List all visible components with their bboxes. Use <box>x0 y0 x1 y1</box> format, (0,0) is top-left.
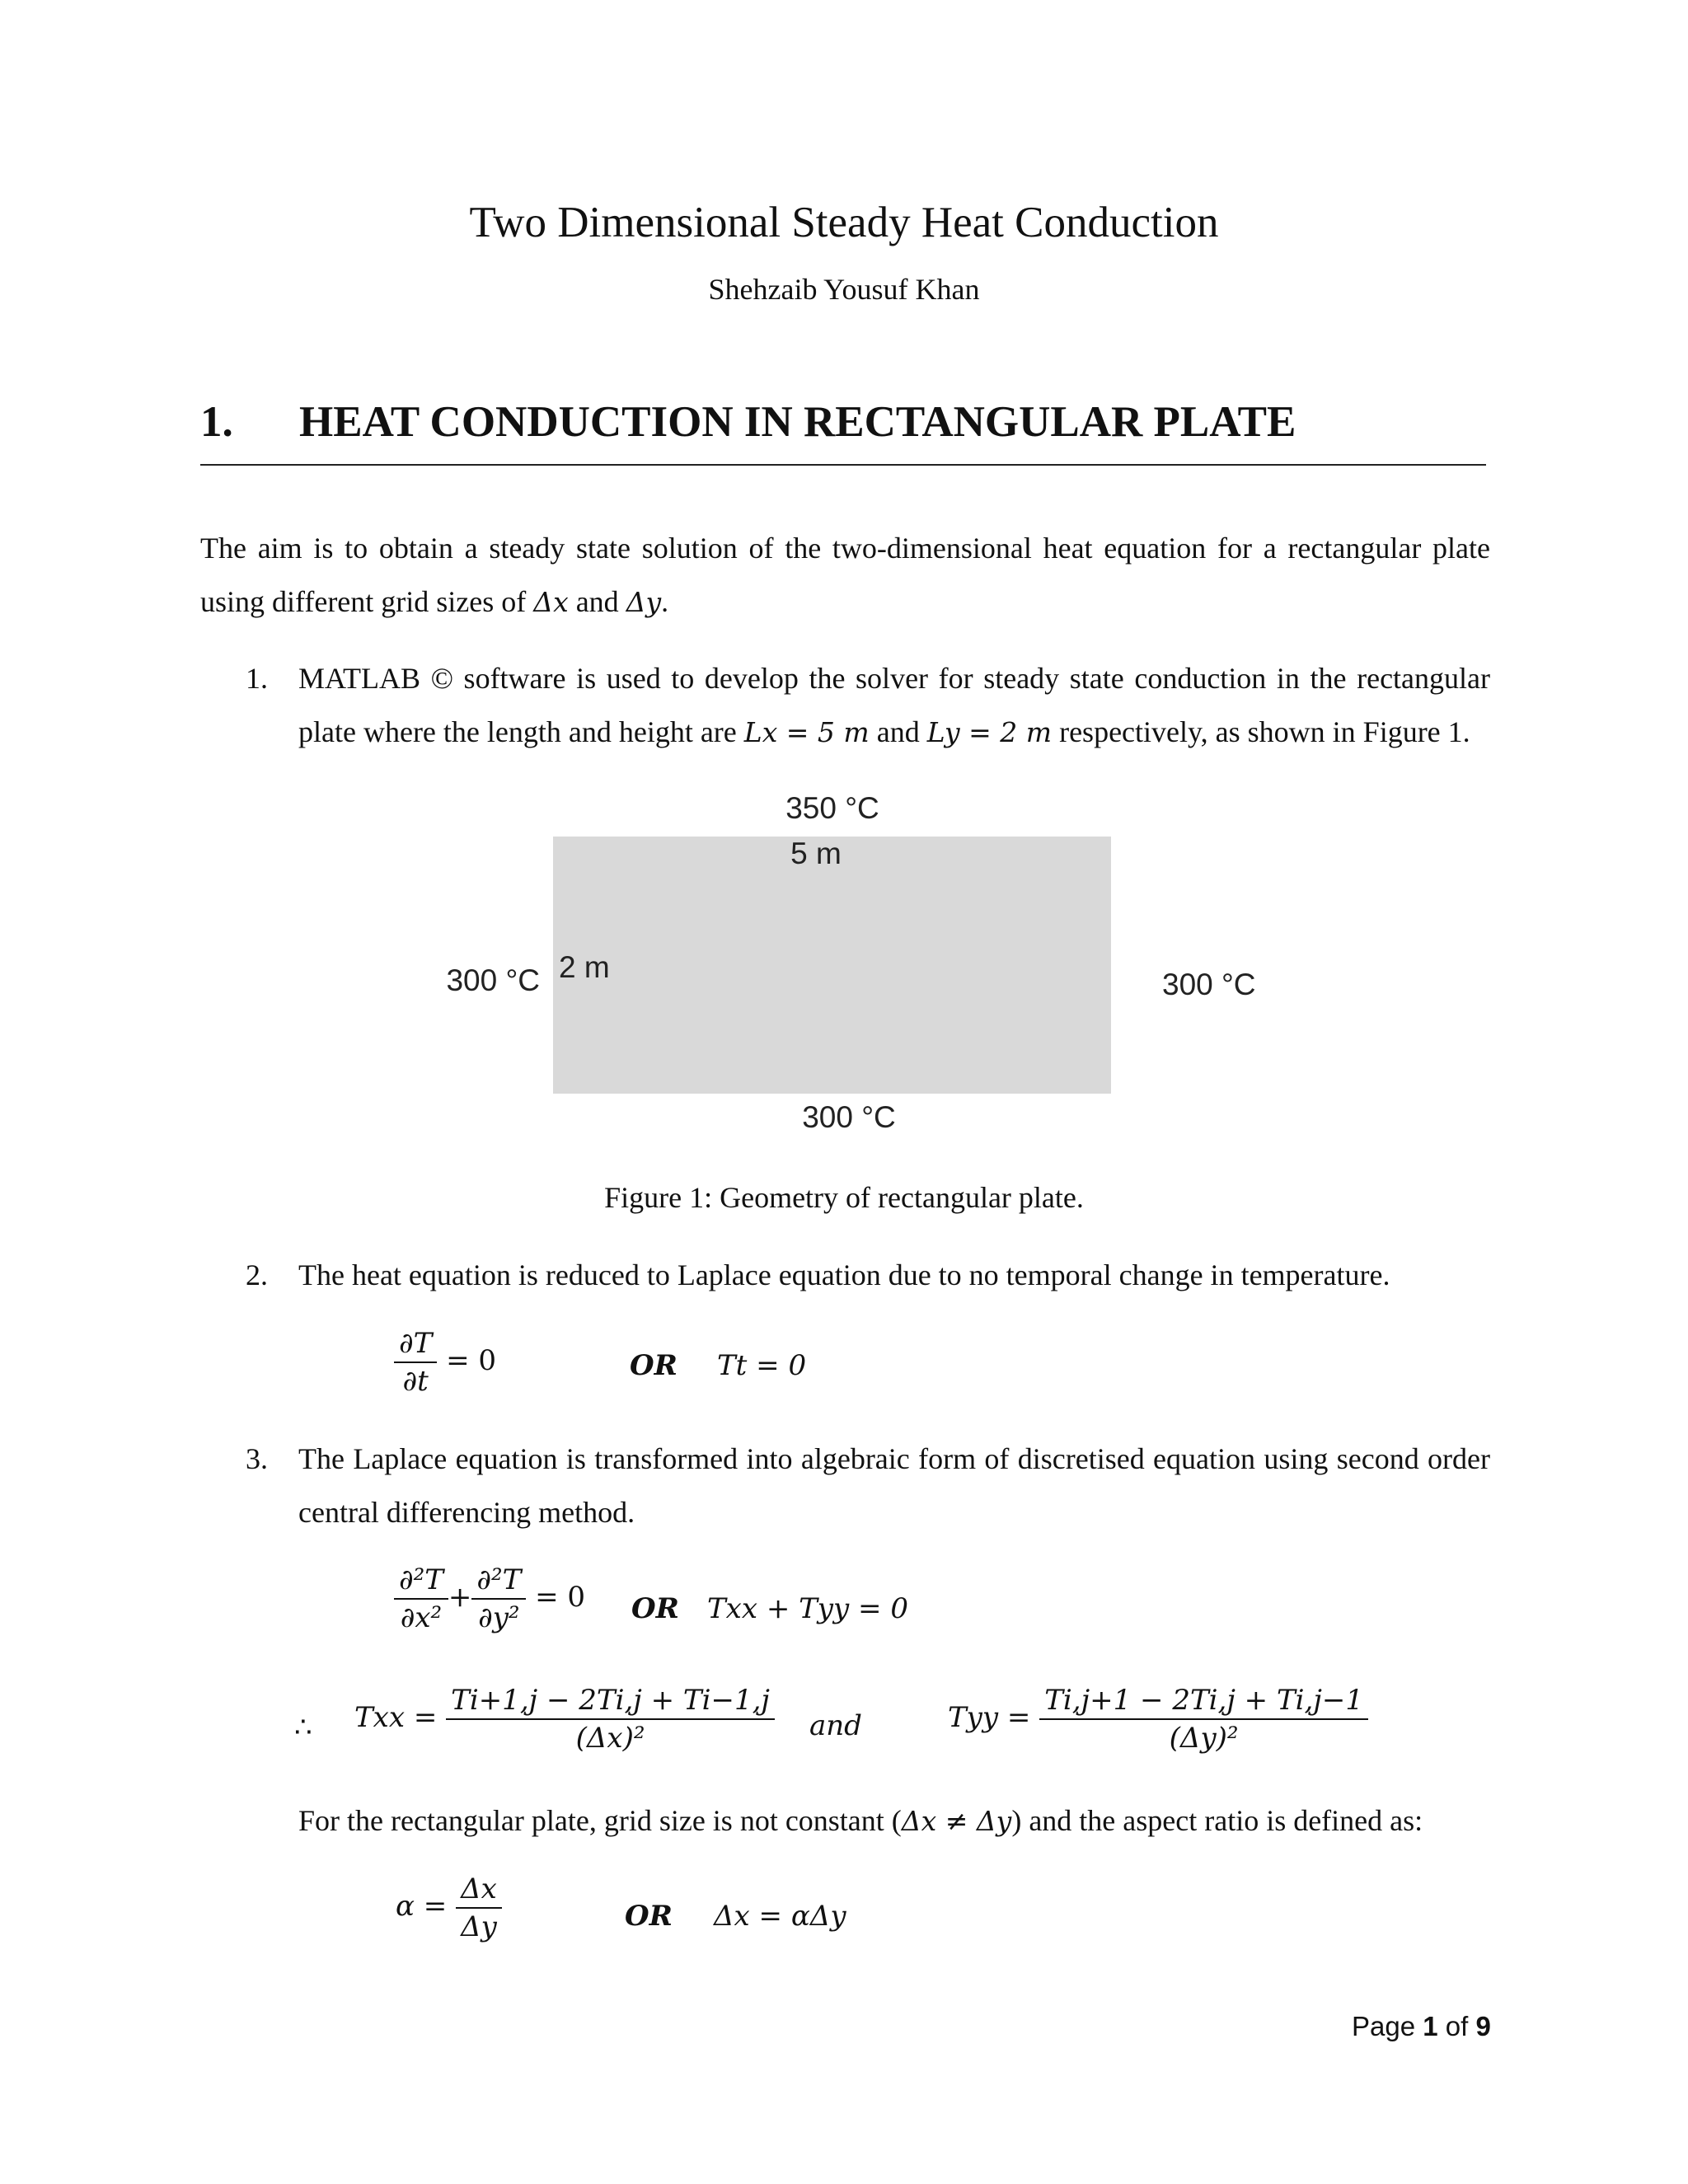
dTdt-fraction: $\frac{\partial T}{\partial t}$ <box>394 1327 437 1398</box>
section-heading <box>200 397 1296 447</box>
height-label: 2 m <box>559 950 610 984</box>
alpha-relation: Δx = αΔy <box>714 1900 846 1933</box>
item-2-text: The heat equation is reduced to Laplace equation due to no temporal change in temperature. <box>298 1258 1390 1291</box>
ly-expression: Ly = 2 m <box>926 716 1053 748</box>
tt-equation: Tt = 0 <box>717 1349 807 1382</box>
page-number: Page 1 of 9 <box>1352 2011 1491 2041</box>
lx-expression: Lx = 5 m <box>743 716 870 748</box>
laplace-equation: $\frac{\text{∂²T}}{\text{∂x²}}$ + $\frac{\text{∂²T}}{\text{∂y²}}$ = 0 <box>394 1563 585 1634</box>
intro-line-2: using different grid sizes of Δx and Δy. <box>200 585 669 618</box>
document-title: Two Dimensional Steady Heat Conduction <box>469 199 1219 246</box>
section-title: HEAT CONDUCTION IN RECTANGULAR PLATE <box>299 398 1296 446</box>
item-2-number: 2. <box>246 1258 268 1291</box>
alpha-definition: α = $\frac{\Delta x}{\Delta y}$ <box>396 1872 502 1943</box>
right-temperature: 300 °C <box>1162 968 1256 1001</box>
section-divider <box>200 464 1486 466</box>
section-number: 1. <box>200 398 233 446</box>
tyy-discretisation: Tyy = $\frac{Ti,j+1 - 2Ti,j + Ti,j-1}{\text{(Δy)²}}$ <box>948 1684 1368 1755</box>
txx-discretisation: Txx = $\frac{Ti+1,j - 2Ti,j + Ti-1,j}{\text{(Δx)²}}$ <box>354 1684 775 1755</box>
document-author: Shehzaib Yousuf Khan <box>708 273 980 306</box>
length-label: 5 m <box>790 837 842 870</box>
or-keyword: OR <box>630 1349 678 1382</box>
delta-y: Δy <box>626 586 662 618</box>
or-keyword-3: OR <box>625 1900 673 1933</box>
plate-rectangle <box>553 837 1111 1094</box>
delta-x: Δx <box>533 586 569 618</box>
or-keyword-2: OR <box>631 1592 679 1625</box>
item-1-text: MATLAB © software is used to develop the solver for steady state conduction in the rectangular plate where the length and height are Lx = 5 m and Ly = 2 m respectively, as shown in Figure 1. <box>298 662 1490 748</box>
top-temperature: 350 °C <box>785 791 879 825</box>
intro-line-1: The aim is to obtain a steady state solution of the two-dimensional heat equation for a rectangular plate <box>200 532 1490 565</box>
bottom-temperature: 300 °C <box>802 1100 896 1134</box>
aspect-ratio-text: For the rectangular plate, grid size is not constant (Δx ≠ Δy) and the aspect ratio is defined as: <box>298 1804 1423 1837</box>
item-3-number: 3. <box>246 1442 268 1475</box>
and-word: and <box>809 1709 862 1742</box>
item-3-text: The Laplace equation is transformed into algebraic form of discretised equation using second order central differencing method. <box>298 1442 1490 1529</box>
txx-tyy-equation: Txx + Tyy = 0 <box>707 1592 908 1625</box>
therefore-symbol: ∴ <box>294 1711 312 1744</box>
intro-paragraph <box>200 522 1490 629</box>
plate-figure <box>412 783 1319 1146</box>
item-1-number: 1. <box>246 662 268 695</box>
figure-caption: Figure 1: Geometry of rectangular plate. <box>604 1181 1084 1214</box>
time-derivative-equation: $\frac{\partial T}{\partial t}$ = 0 <box>394 1327 496 1398</box>
left-temperature: 300 °C <box>446 963 540 997</box>
